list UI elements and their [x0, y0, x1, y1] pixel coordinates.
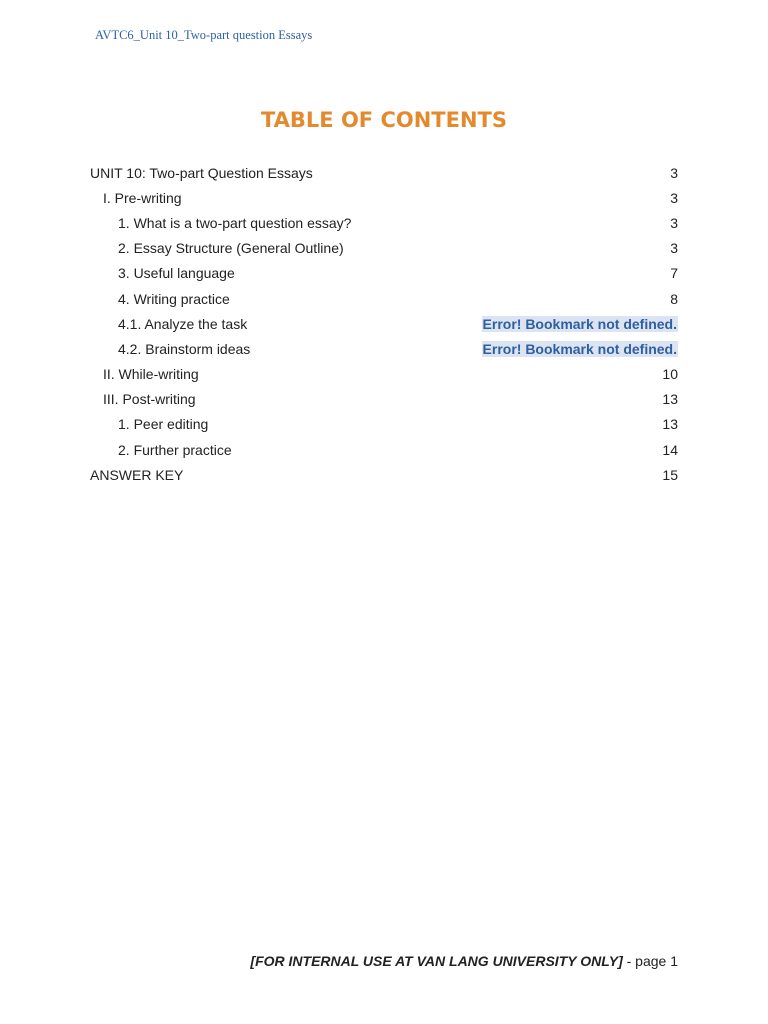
toc-entry-label[interactable]: I. Pre-writing: [103, 189, 182, 206]
toc-entry-label[interactable]: 2. Essay Structure (General Outline): [118, 240, 344, 257]
toc-entry-label[interactable]: 4. Writing practice: [118, 290, 230, 307]
toc-entry[interactable]: [90, 412, 678, 437]
toc-entry-page: 13: [662, 416, 678, 433]
footer-page-number: - page 1: [622, 953, 678, 969]
toc-entry[interactable]: [90, 185, 678, 210]
toc-entry-page: 8: [670, 290, 678, 307]
toc-entry-error: Error! Bookmark not defined.: [482, 340, 677, 357]
toc-entry-page: 3: [670, 214, 678, 231]
toc-entry-label[interactable]: 4.2. Brainstorm ideas: [118, 340, 251, 357]
page-title: TABLE OF CONTENTS: [260, 108, 508, 132]
toc-entry-label[interactable]: UNIT 10: Two-part Question Essays: [90, 164, 313, 181]
toc-entry-page: 15: [662, 466, 678, 483]
footer-notice: [FOR INTERNAL USE AT VAN LANG UNIVERSITY ONLY]: [250, 953, 623, 969]
toc-entry-label[interactable]: ANSWER KEY: [90, 466, 184, 483]
toc-entry-page: 10: [662, 366, 678, 383]
toc-entry-page: 3: [670, 189, 678, 206]
toc-entry[interactable]: [90, 160, 678, 185]
toc-entry[interactable]: [90, 462, 678, 487]
toc-entry[interactable]: [90, 210, 678, 235]
table-of-contents: [90, 160, 678, 487]
toc-entry[interactable]: [90, 387, 678, 412]
toc-entry[interactable]: [90, 362, 678, 387]
toc-entry-page: 13: [662, 391, 678, 408]
document-header: AVTC6_Unit 10_Two-part question Essays: [95, 28, 313, 42]
toc-entry[interactable]: [90, 286, 678, 311]
toc-entry[interactable]: [90, 311, 678, 336]
toc-entry-label[interactable]: 3. Useful language: [118, 265, 235, 282]
toc-entry-label[interactable]: III. Post-writing: [103, 391, 196, 408]
toc-entry-label[interactable]: 1. What is a two-part question essay?: [118, 214, 352, 231]
page-footer: [250, 953, 678, 969]
toc-entry-label[interactable]: II. While-writing: [103, 366, 199, 383]
toc-entry[interactable]: [90, 336, 678, 361]
toc-entry[interactable]: [90, 437, 678, 462]
toc-entry-page: 3: [670, 240, 678, 257]
toc-entry-error: Error! Bookmark not defined.: [482, 315, 677, 332]
toc-entry[interactable]: [90, 236, 678, 261]
toc-entry[interactable]: [90, 261, 678, 286]
toc-entry-label[interactable]: 4.1. Analyze the task: [118, 315, 248, 332]
toc-entry-label[interactable]: 2. Further practice: [118, 441, 232, 458]
toc-entry-page: 14: [662, 441, 678, 458]
toc-entry-label[interactable]: 1. Peer editing: [118, 416, 209, 433]
toc-entry-page: 3: [670, 164, 678, 181]
toc-entry-page: 7: [670, 265, 678, 282]
